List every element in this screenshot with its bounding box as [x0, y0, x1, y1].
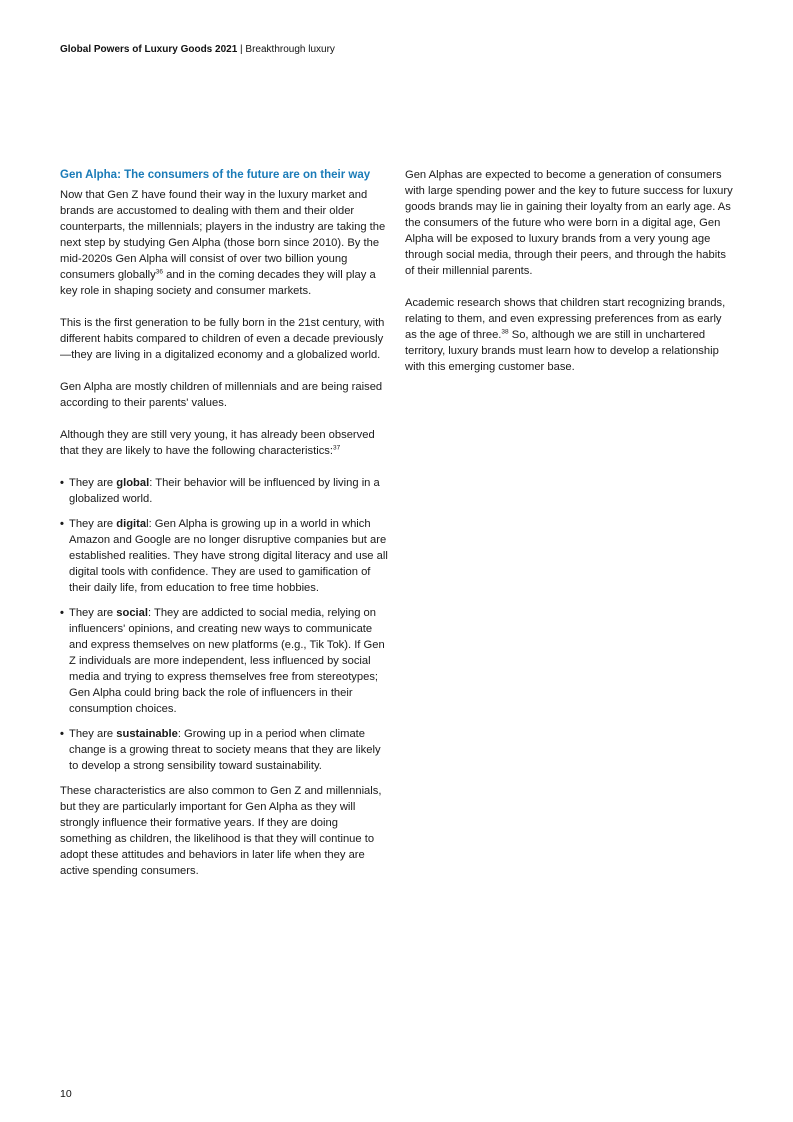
- paragraph-academic-research: [405, 295, 735, 375]
- paragraph-spending-power: Gen Alphas are expected to become a generation of consumers with large spending power and the key to future success for luxury goods brands may lie in gaining their loyalty from an early age. As the consumers of the future who were born in a digital age, Gen Alpha will be exposed to luxury brands from a very young age through social media, through their peers, and through the habits of their millennial parents.: [405, 169, 733, 277]
- bullet-prefix: They are: [69, 728, 117, 740]
- report-title: Global Powers of Luxury Goods 2021: [60, 44, 238, 55]
- bullet-text: : Their behavior will be influenced by living in a globalized world.: [69, 477, 380, 505]
- running-header: [60, 44, 335, 55]
- paragraph-children-of-millennials: Gen Alpha are mostly children of millennials and are being raised according to their parents' values.: [60, 381, 383, 409]
- section-heading: Gen Alpha: The consumers of the future are on their way: [60, 169, 371, 181]
- paragraph-characteristics-intro: [60, 427, 390, 459]
- bullet-prefix: They are: [69, 607, 117, 619]
- bullet-keyword: global: [116, 477, 150, 489]
- list-item: [60, 516, 390, 596]
- left-column: [60, 167, 390, 895]
- intro-text-a: Now that Gen Z have found their way in the luxury market and brands are accustomed to dealing with them and their older counterparts, the millennials; players in the industry are taking the next step by studying Gen Alpha (those born since 2010). By the mid-2020s Gen Alpha will consist of over two billion young consumers globally: [60, 189, 386, 281]
- bullet-keyword: sustainable: [116, 728, 178, 740]
- list-item: [60, 726, 390, 774]
- header-separator: |: [237, 44, 246, 55]
- characteristics-list: [60, 475, 390, 774]
- right-column: [405, 167, 735, 391]
- bullet-prefix: They are: [69, 477, 117, 489]
- paragraph-first-generation: This is the first generation to be fully born in the 21st century, with different habits compared to children of even a decade previously—they are living in a digitalized economy and a globalized world.: [60, 317, 385, 361]
- report-section: Breakthrough luxury: [245, 44, 335, 55]
- bullet-text: l: Gen Alpha is growing up in a world in which Amazon and Google are no longer disruptive companies but are established realities. They have strong digital literacy and use all digital tools with confidence. They are used to gamification of their daily life, from education to free time hobbies.: [69, 518, 388, 594]
- footnote-ref-37: 37: [333, 444, 341, 452]
- bullet-keyword: social: [116, 607, 148, 619]
- footnote-ref-36: 36: [155, 268, 163, 276]
- list-item: [60, 475, 390, 507]
- bullet-text: : They are addicted to social media, relying on influencers' opinions, and creating new ways to communicate and express themselves on new platforms (e.g., Tik Tok). If Gen Z individuals are more independent, less influenced by social media and trying to express themselves free from stereotypes; Gen Alpha could bring back the role of influencers in their consumption choices.: [69, 607, 385, 715]
- research-text-b: So, although we are still in unchartered territory, luxury brands must learn how to develop a relationship with this emerging customer base.: [405, 329, 719, 373]
- research-text-a: Academic research shows that children start recognizing brands, relating to them, and even expressing preferences from as early as the age of three.: [405, 297, 726, 341]
- bullet-prefix: They are: [69, 518, 117, 530]
- paragraph-conclusion: These characteristics are also common to Gen Z and millennials, but they are particularly important for Gen Alpha as they will strongly influence their formative years. If they are doing something as children, the likelihood is that they will continue to adopt these attitudes and behaviors in later life when they are active spending consumers.: [60, 785, 382, 877]
- intro-text-b: and in the coming decades they will play a key role in shaping society and consumer markets.: [60, 269, 376, 297]
- footnote-ref-38: 38: [501, 328, 509, 336]
- bullet-text: : Growing up in a period when climate change is a growing threat to society means that they are likely to develop a strong sensibility toward sustainability.: [69, 728, 381, 772]
- list-item: [60, 605, 390, 717]
- intro-paragraph: [60, 187, 390, 299]
- bullet-keyword: digita: [116, 518, 147, 530]
- page-number: 10: [60, 1088, 72, 1100]
- characteristics-intro-text: Although they are still very young, it has already been observed that they are likely to have the following characteristics:: [60, 429, 375, 457]
